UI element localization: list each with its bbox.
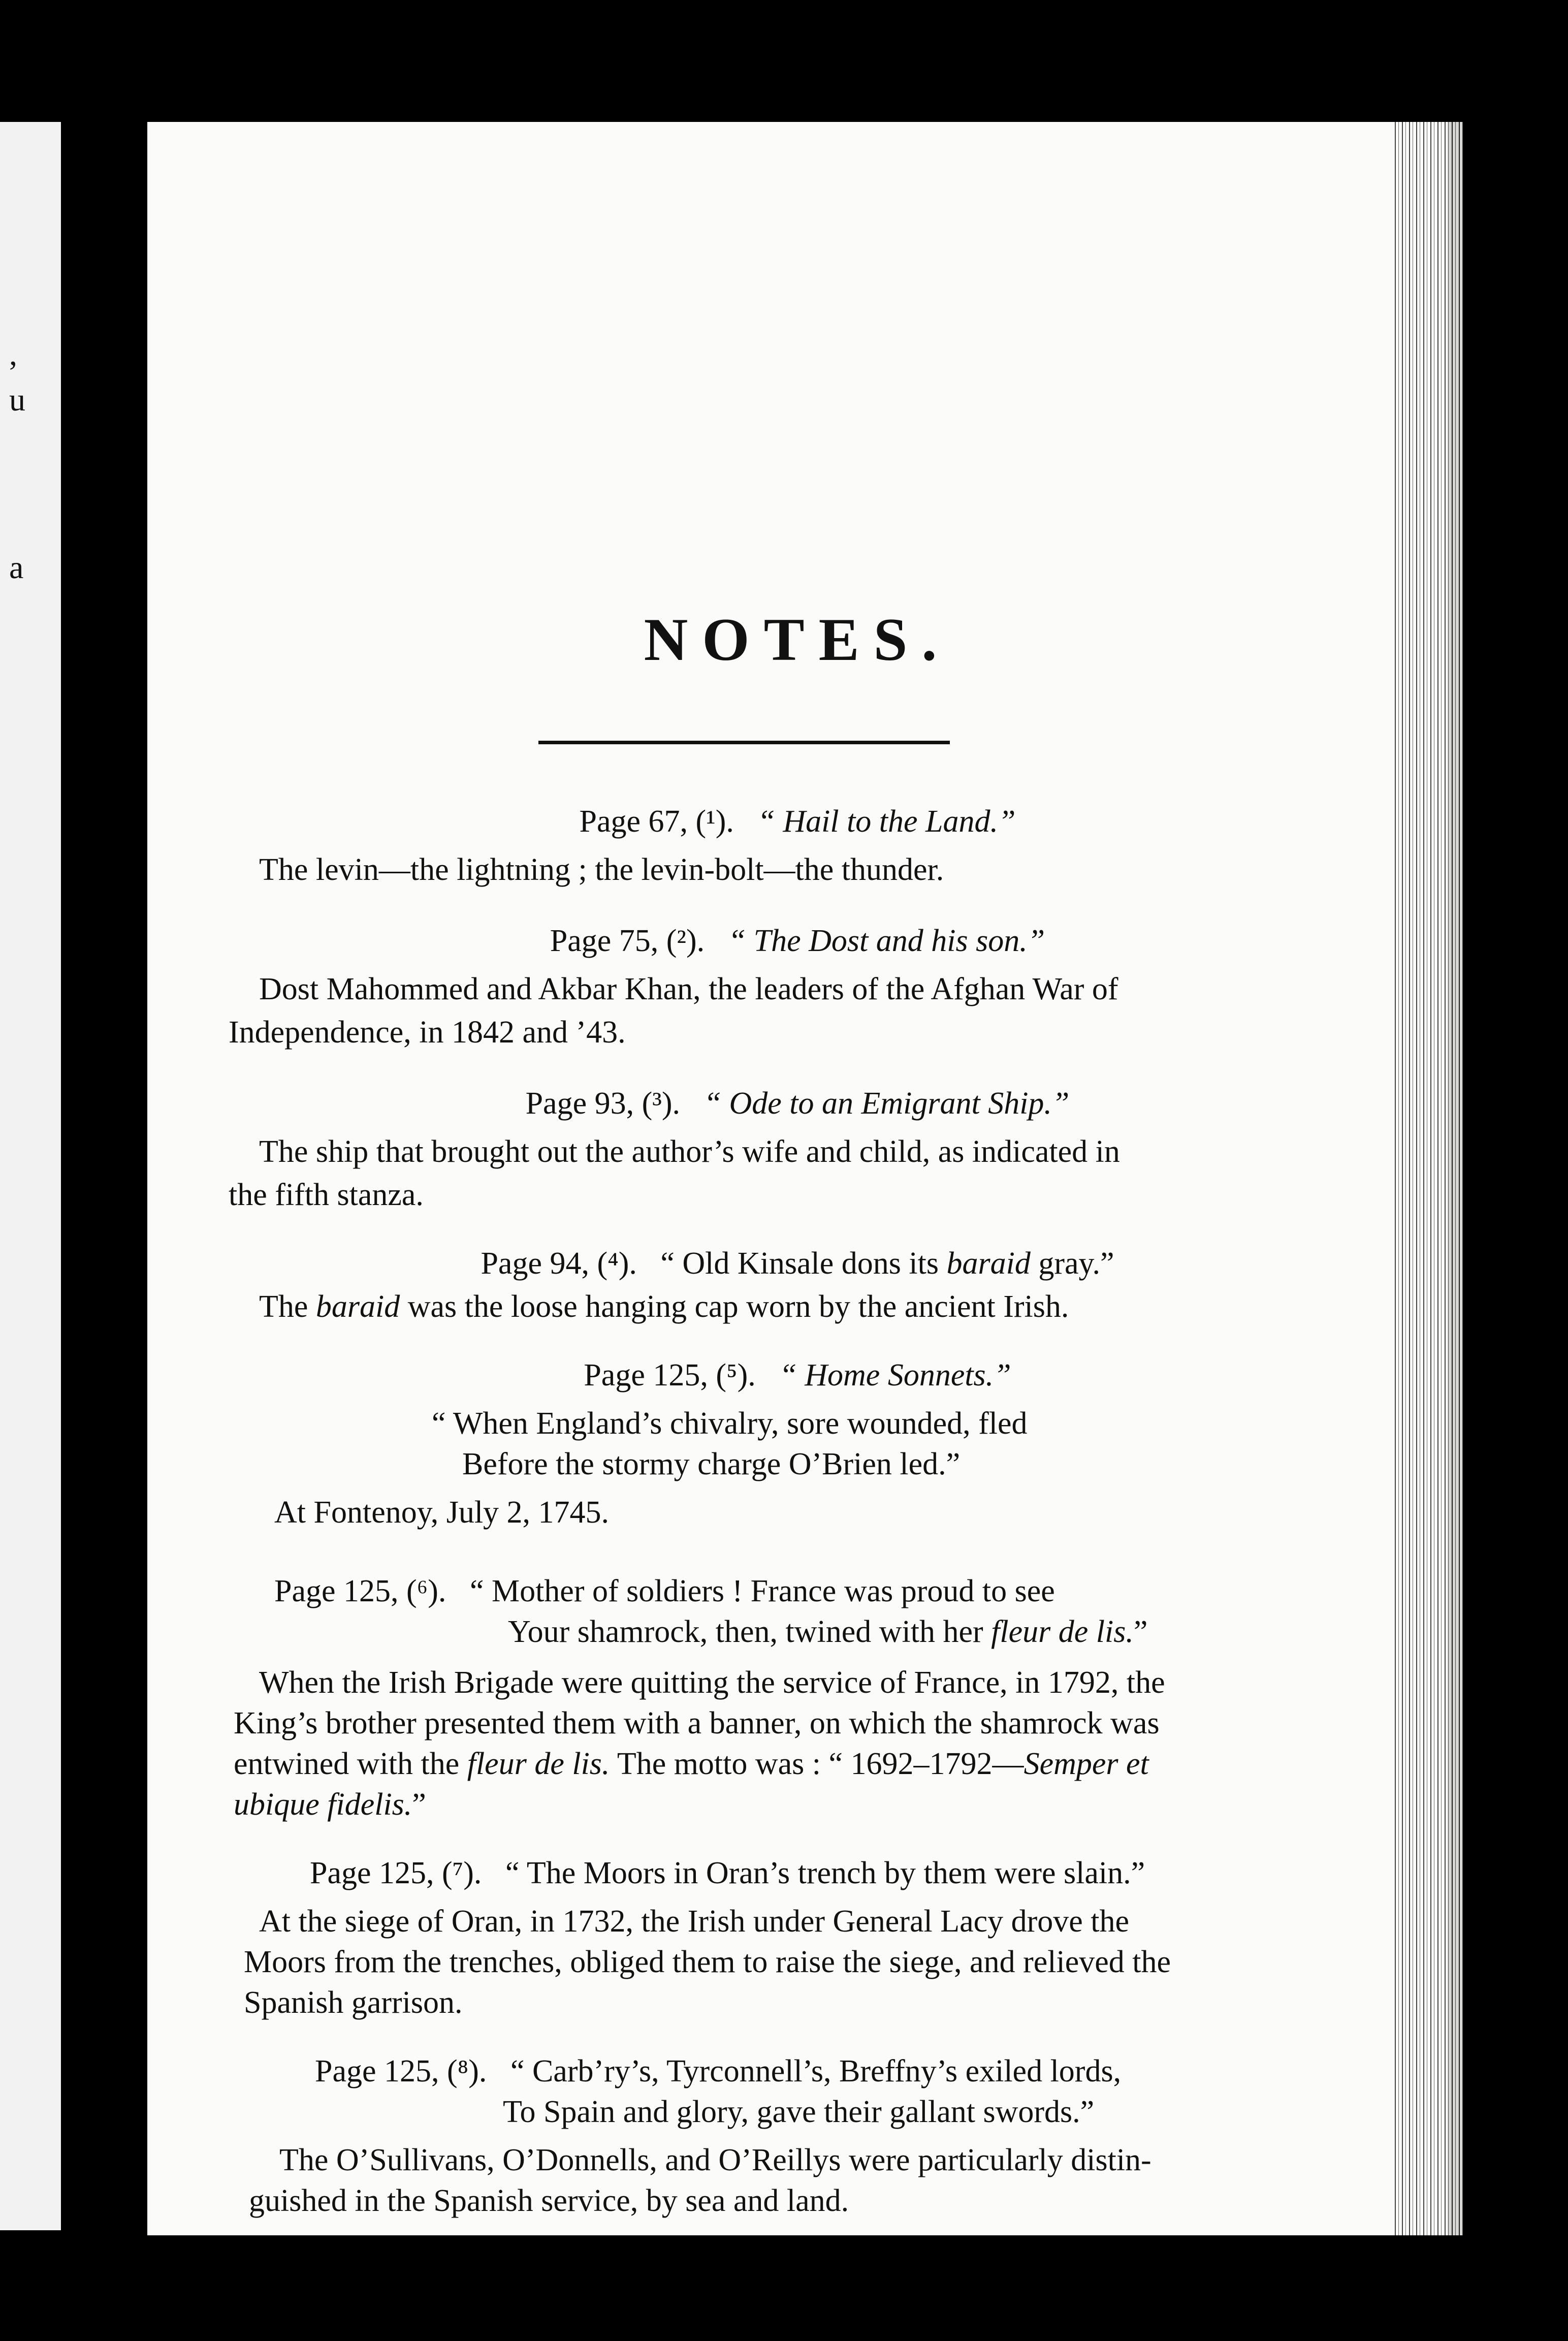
note-quote-italic: baraid (946, 1246, 1031, 1281)
note-body: At the siege of Oran, in 1732, the Irish under General Lacy drove the (259, 1904, 1130, 1939)
book-page (147, 122, 1448, 2235)
previous-page-edge (0, 122, 61, 2230)
note-page-ref: Page 125, (⁶). (274, 1574, 446, 1608)
verse-line: “ Carb’ry’s, Tyrconnell’s, Breffny’s exiled lords, (510, 2054, 1122, 2089)
note-body (259, 1288, 1069, 1325)
verse-line: To Spain and glory, gave their gallant swords.” (503, 2095, 1095, 2129)
note-text-italic: fleur de lis. (467, 1747, 610, 1781)
left-page-fragment: a (9, 549, 24, 585)
note-body: Dost Mahommed and Akbar Khan, the leaders of the Afghan War of (259, 972, 1118, 1006)
verse-text: ” (1133, 1615, 1148, 1649)
page-stack-edge (1392, 122, 1463, 2235)
note-text-italic: baraid (315, 1289, 400, 1324)
note-page-ref: Page 94, (⁴). (481, 1246, 637, 1281)
note-heading (147, 803, 1448, 840)
note-body: King’s brother presented them with a banner, on which the shamrock was (234, 1706, 1160, 1741)
note-heading (310, 1854, 1145, 1892)
verse-line: “ When England’s chivalry, sore wounded, fled (432, 1406, 1028, 1441)
note-text: entwined with the (234, 1747, 467, 1781)
note-text-italic: Semper et (1023, 1747, 1149, 1781)
note-body: Independence, in 1842 and ’43. (229, 1015, 626, 1050)
verse-line: “ Mother of soldiers ! France was proud to see (469, 1574, 1055, 1608)
note-body: The levin—the lightning ; the levin-bolt—the thunder. (259, 852, 944, 887)
note-body: The O’Sullivans, O’Donnells, and O’Reillys were particularly distin- (279, 2143, 1151, 2177)
note-quote: “ Ode to an Emigrant Ship.” (703, 1086, 1070, 1121)
left-page-fragment: u (9, 382, 25, 418)
note-text: The (259, 1289, 316, 1324)
note-body: At Fontenoy, July 2, 1745. (274, 1495, 610, 1530)
verse-line (508, 1613, 1147, 1651)
note-page-ref: Page 125, (⁵). (584, 1358, 756, 1393)
note-body: When the Irish Brigade were quitting the service of France, in 1792, the (259, 1665, 1165, 1700)
note-heading (274, 1572, 1055, 1610)
note-body: The ship that brought out the author’s wife and child, as indicated in (259, 1134, 1120, 1169)
note-body (234, 1745, 1149, 1783)
note-text: The motto was : “ 1692–1792— (610, 1747, 1024, 1781)
title-rule (538, 741, 950, 744)
note-body: the fifth stanza. (229, 1178, 424, 1212)
note-quote: gray.” (1030, 1246, 1114, 1281)
note-page-ref: Page 125, (⁷). (310, 1856, 482, 1890)
verse-text-italic: fleur de lis. (991, 1615, 1134, 1649)
note-quote: “ Hail to the Land.” (757, 804, 1016, 839)
note-text: was the loose hanging cap worn by the ancient Irish. (400, 1289, 1069, 1324)
note-body: guished in the Spanish service, by sea and land. (249, 2184, 849, 2218)
note-page-ref: Page 75, (²). (550, 924, 705, 958)
note-body: Spanish garrison. (244, 1985, 463, 2020)
note-body: Moors from the trenches, obliged them to raise the siege, and relieved the (244, 1945, 1171, 1979)
note-heading (147, 1245, 1448, 1282)
note-heading (147, 1085, 1448, 1122)
note-quote: “ Old Kinsale dons its (660, 1246, 947, 1281)
verse-line: Before the stormy charge O’Brien led.” (462, 1447, 961, 1481)
note-body (234, 1786, 426, 1823)
note-text: ” (412, 1787, 426, 1822)
note-quote: “ The Dost and his son.” (728, 924, 1045, 958)
note-page-ref: Page 93, (³). (525, 1086, 680, 1121)
left-page-fragment: , (9, 336, 17, 372)
note-text-italic: ubique fidelis. (234, 1787, 412, 1822)
note-quote: “ The Moors in Oran’s trench by them were slain.” (505, 1856, 1145, 1890)
note-quote: “ Home Sonnets.” (779, 1358, 1011, 1393)
note-page-ref: Page 125, (⁸). (315, 2054, 487, 2089)
note-page-ref: Page 67, (¹). (579, 804, 734, 839)
verse-text: Your shamrock, then, twined with her (508, 1615, 991, 1649)
note-heading (315, 2052, 1121, 2090)
note-heading (147, 1356, 1448, 1394)
note-heading (147, 922, 1448, 960)
page-title: NOTES. (644, 606, 951, 673)
